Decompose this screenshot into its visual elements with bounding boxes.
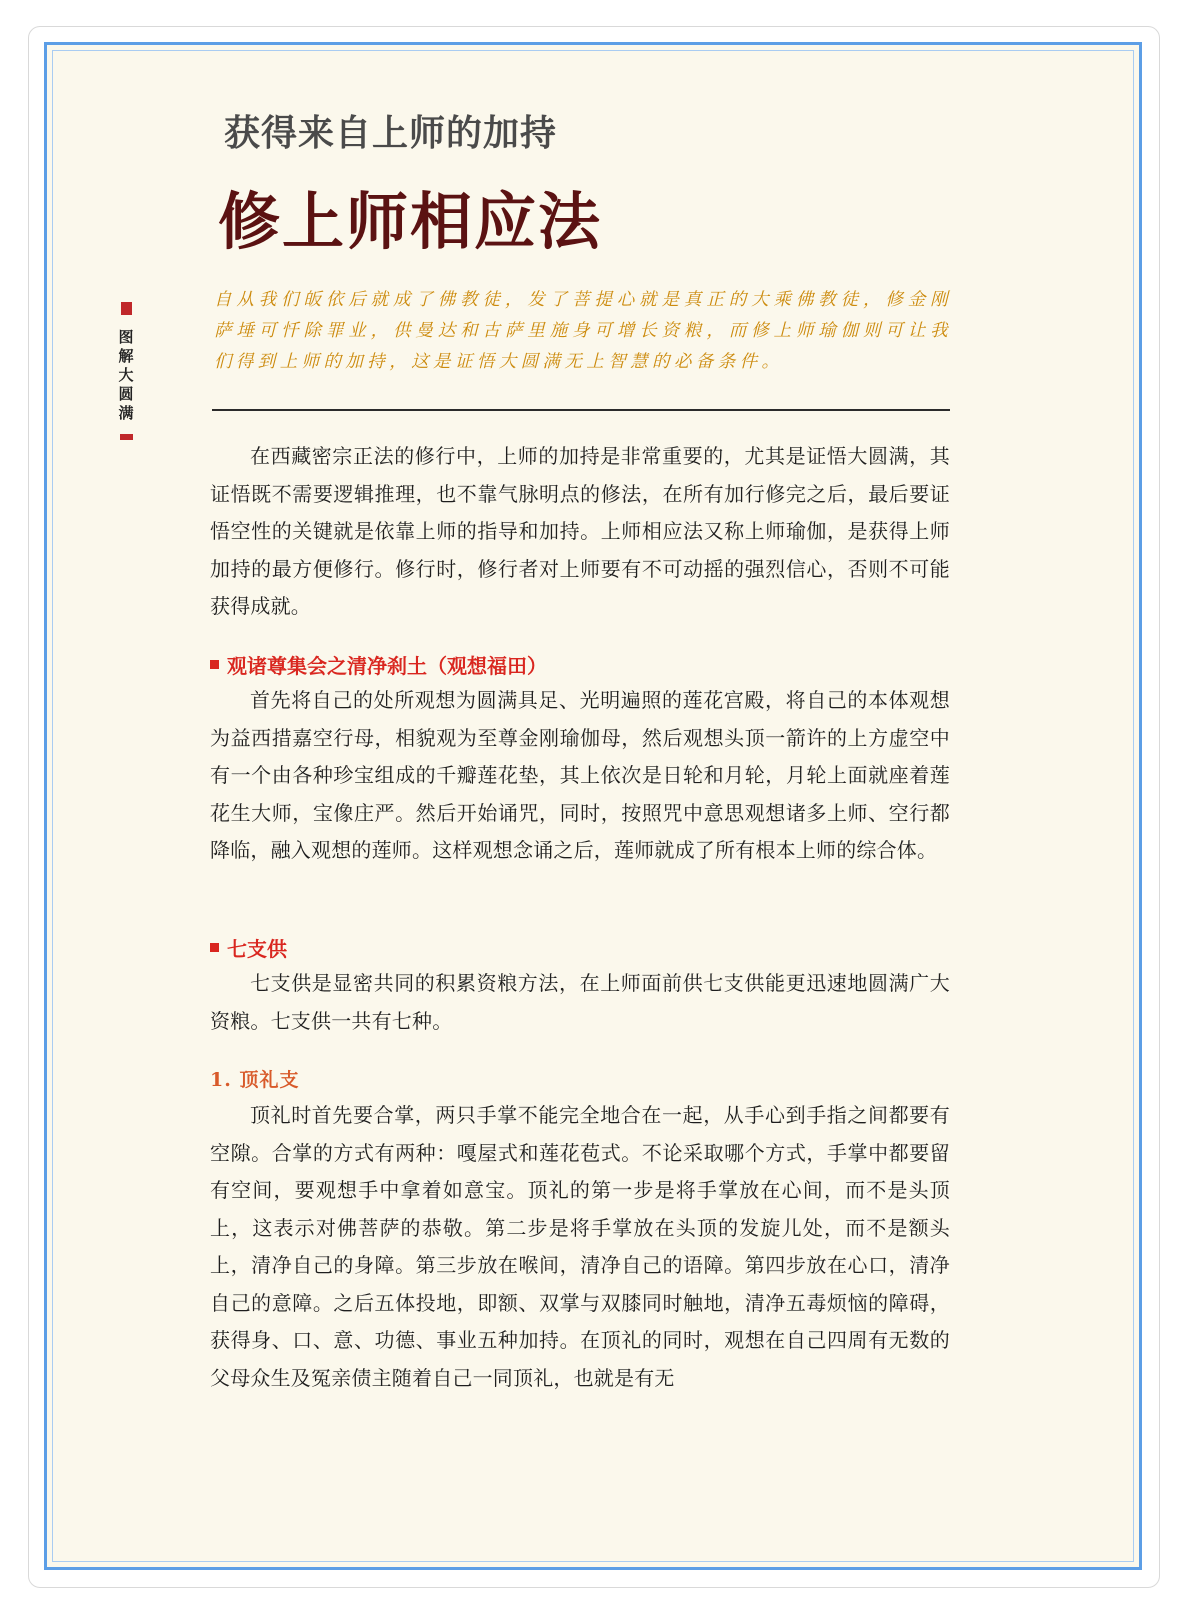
side-top-marker-icon [121, 302, 132, 315]
page-subtitle: 获得来自上师的加持 [224, 113, 558, 154]
side-book-title: 图解大圆满 [116, 329, 135, 424]
side-book-tab [116, 302, 136, 440]
body-paragraph-3: 七支供是显密共同的积累资粮方法，在上师面前供七支供能更迅速地圆满广大资粮。七支供一共有七种。 [210, 971, 950, 1033]
section-heading-text: 七支供 [227, 937, 287, 961]
body-paragraph-4: 顶礼时首先要合掌，两只手掌不能完全地合在一起，从手心到手指之间都要有空隙。合掌的方式有两种：嘎屋式和莲花苞式。不论采取哪个方式，手掌中都要留有空间，要观想手中拿着如意宝。顶礼的第一步是将手掌放在心间，而不是头顶上，这表示对佛菩萨的恭敬。第二步是将手掌放在头顶的发旋儿处，而不是额头上，清净自己的身障。第三步放在喉间，清净自己的语障。第四步放在心口，清净自己的意障。之后五体投地，即额、双掌与双膝同时触地，清净五毒烦恼的障碍，获得身、口、意、功德、事业五种加持。在顶礼的同时，观想在自己四周有无数的父母众生及冤亲债主随着自己一同顶礼，也就是有无 [210, 1103, 950, 1390]
intro-paragraph: 自从我们皈依后就成了佛教徒，发了菩提心就是真正的大乘佛教徒，修金刚萨埵可忏除罪业，供曼达和古萨里施身可增长资粮，而修上师瑜伽则可让我们得到上师的加持，这是证悟大圆满无上智慧的必备条件。 [214, 290, 952, 372]
section-heading-text: 观诸尊集会之清净刹土（观想福田） [227, 654, 547, 678]
section-heading-visualization [210, 650, 547, 679]
body-paragraph-2: 首先将自己的处所观想为圆满具足、光明遍照的莲花宫殿，将自己的本体观想为益西措嘉空行母，相貌观为至尊金刚瑜伽母，然后观想头顶一箭许的上方虚空中有一个由各种珍宝组成的千瓣莲花垫，其上依次是日轮和月轮，月轮上面就座着莲花生大师，宝像庄严。然后开始诵咒，同时，按照咒中意思观想诸多上师、空行都降临，融入观想的莲师。这样观想念诵之后，莲师就成了所有根本上师的综合体。 [210, 688, 950, 862]
section-heading-seven-branch [210, 933, 287, 962]
item-heading-prostration: 1. 顶礼支 [210, 1069, 300, 1091]
body-paragraph-1: 在西藏密宗正法的修行中，上师的加持是非常重要的，尤其是证悟大圆满，其证悟既不需要逻辑推理，也不靠气脉明点的修法，在所有加行修完之后，最后要证悟空性的关键就是依靠上师的指导和加持。上师相应法又称上师瑜伽，是获得上师加持的最方便修行。修行时，修行者对上师要有不可动摇的强烈信心，否则不可能获得成就。 [210, 444, 950, 618]
page-title: 修上师相应法 [218, 185, 603, 258]
side-bottom-marker-icon [120, 434, 133, 440]
intro-divider [212, 409, 950, 411]
section-bullet-icon [210, 660, 219, 669]
section-bullet-icon [210, 943, 219, 952]
